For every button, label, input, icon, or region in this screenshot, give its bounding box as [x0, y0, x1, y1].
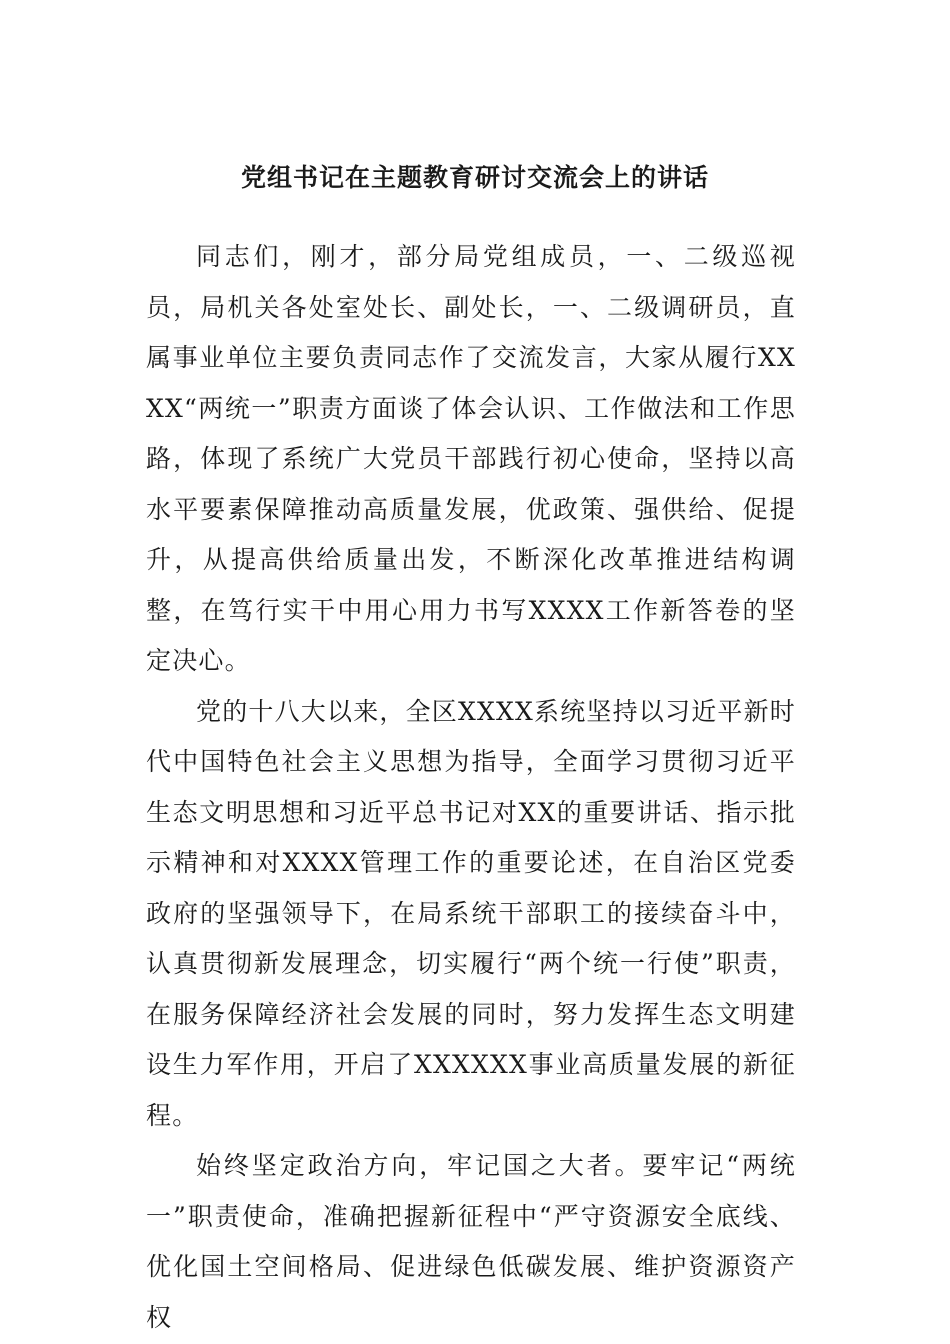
paragraph-political-direction: 始终坚定政治方向，牢记国之大者。要牢记“两统一”职责使命，准确把握新征程中“严守资源安全底线、优化国土空间格局、促进绿色低碳发展、维护资源资产权: [146, 1151, 796, 1332]
document-title: 党组书记在主题教育研讨交流会上的讲话: [240, 163, 709, 192]
document-body: [146, 232, 796, 1343]
paragraph-opening: 同志们，刚才，部分局党组成员，一、二级巡视员，局机关各处室处长、副处长，一、二级调研员，直属事业单位主要负责同志作了交流发言，大家从履行XXXX“两统一”职责方面谈了体会认识、工作做法和工作思路，体现了系统广大党员干部践行初心使命，坚持以高水平要素保障推动高质量发展，优政策、强供给、促提升，从提高供给质量出发，不断深化改革推进结构调整，在笃行实干中用心用力书写XXXX工作新答卷的坚定决心。: [146, 242, 796, 675]
paragraph-achievements: 党的十八大以来，全区XXXX系统坚持以习近平新时代中国特色社会主义思想为指导，全面学习贯彻习近平生态文明思想和习近平总书记对XX的重要讲话、指示批示精神和对XXXX管理工作的重要论述，在自治区党委政府的坚强领导下，在局系统干部职工的接续奋斗中，认真贯彻新发展理念，切实履行“两个统一行使”职责，在服务保障经济社会发展的同时，努力发挥生态文明建设生力军作用，开启了XXXXXX事业高质量发展的新征程。: [146, 696, 796, 1130]
